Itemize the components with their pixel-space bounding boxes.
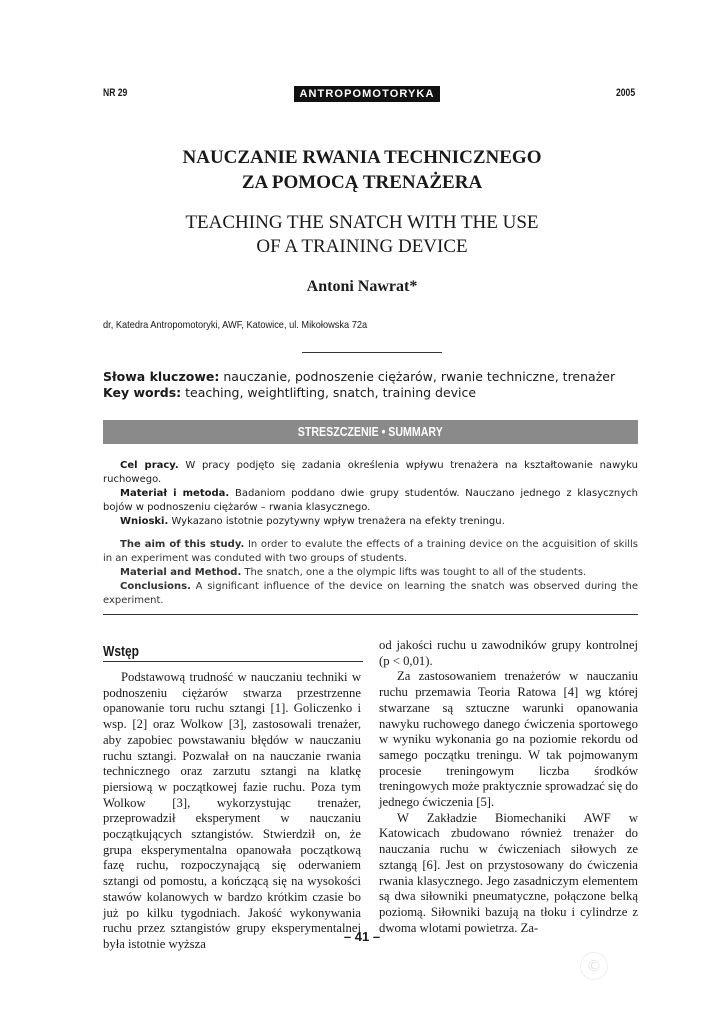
keywords-english-text: teaching, weightlifting, snatch, training device [181, 385, 477, 400]
abstract-polish-conclusions [103, 515, 638, 529]
body-column-left [103, 670, 361, 953]
title-english-line2: OF A TRAINING DEVICE [256, 236, 468, 257]
abstract-english-aim-label: The aim of this study. [120, 539, 245, 550]
body-paragraph: W Zakładzie Biomechaniki AWF w Katowicach zbudowano również trenażer do nauczania ruchu w ćwiczeniach siłowych ze sztangą [6]. Jest on przystosowany do ćwiczenia rwania klasycznego. Jego zasadniczym elementem są dwa siłowniki pneumatyczne, połączone belką poziomą. Siłowniki bazują na tłoku i cylindrze z dwoma wlotami powietrza. Za- [379, 810, 638, 935]
body-column-right [379, 638, 638, 936]
separator-rule [302, 352, 442, 353]
summary-heading-bar [103, 420, 638, 444]
abstract-english-conclusions-label: Conclusions. [120, 581, 191, 592]
page-number: – 41 – [343, 929, 381, 944]
issue-number: NR 29 [103, 87, 128, 99]
author-affiliation: dr, Katedra Antropomotoryki, AWF, Katowice, ul. Mikołowska 72a [103, 319, 368, 331]
keywords-polish [103, 369, 615, 384]
abstract-english-method-text: The snatch, one a the olympic lifts was tought to all of the students. [241, 567, 587, 578]
watermark-icon: © [580, 952, 608, 980]
abstract-polish-aim [103, 459, 638, 487]
keywords-polish-label: Słowa kluczowe: [103, 369, 220, 384]
abstract-polish-method [103, 487, 638, 515]
keywords-english [103, 385, 476, 400]
abstract-polish-aim-text: W pracy podjęto się zadania określenia wpływu trenażera na kształtowanie nawyku ruchowego. [103, 460, 638, 485]
body-paragraph: Za zastosowaniem trenażerów w nauczaniu ruchu przemawia Teoria Ratowa [4] wg której stwarzane są sztuczne warunki opanowania nawyku ruchowego danego ćwiczenia sportowego w wyniku wykonania go na poziomie rekordu od samego początku treningu. W tak pojmowanym procesie treningowym liczba środków treningowych może praktycznie sprowadzać się do jednego ćwiczenia [5]. [379, 669, 638, 810]
keywords-polish-text: nauczanie, podnoszenie ciężarów, rwanie techniczne, trenażer [219, 369, 616, 384]
section-heading-introduction: Wstęp [103, 643, 139, 660]
keywords-english-label: Key words: [103, 385, 182, 400]
section-heading-underline [103, 661, 363, 662]
abstract-english-conclusions [103, 580, 638, 608]
summary-heading-text: STRESZCZENIE • SUMMARY [297, 425, 444, 439]
publication-year: 2005 [616, 87, 636, 99]
abstract-polish-method-text: Badaniom poddano dwie grupy studentów. Nauczano jednego z klasycznych bojów w podnoszeniu ciężarów – rwania klasycznego. [103, 488, 638, 513]
abstract-bottom-rule [103, 614, 638, 615]
abstract-polish-aim-label: Cel pracy. [120, 460, 179, 471]
abstract-polish [103, 459, 638, 529]
abstract-polish-conclusions-label: Wnioski. [120, 516, 169, 527]
journal-name-badge: ANTROPOMOTORYKA [294, 86, 440, 102]
abstract-english-method [103, 566, 638, 580]
body-paragraph: od jakości ruchu u zawodników grupy kontrolnej (p < 0,01). [379, 638, 638, 668]
abstract-english-method-label: Material and Method. [120, 567, 242, 578]
abstract-english-aim-text: In order to evalute the effects of a training device on the acguisition of skills in an experiment was conduted with two groups of students. [103, 539, 639, 564]
abstract-english-aim [103, 538, 638, 566]
title-polish-line2: ZA POMOCĄ TRENAŻERA [241, 172, 483, 193]
abstract-english [103, 538, 638, 608]
abstract-english-conclusions-text: A significant influence of the device on learning the snatch was observed during the experiment. [103, 581, 638, 606]
title-english-line1: TEACHING THE SNATCH WITH THE USE [185, 212, 539, 233]
abstract-polish-method-label: Materiał i metoda. [120, 488, 230, 499]
title-polish-line1: NAUCZANIE RWANIA TECHNICZNEGO [182, 147, 542, 168]
abstract-polish-conclusions-text: Wykazano istotnie pozytywny wpływ trenażera na efekty treningu. [168, 516, 505, 527]
body-paragraph: Podstawową trudność w nauczaniu techniki w podnoszeniu ciężarów stwarza przestrzenne opanowanie toru ruchu sztangi [1]. Goliczenko i wsp. [2] oraz Wolkow [3], zastosowali trenażer, aby zapobiec powstawaniu błędów w nauczaniu ruchu sztangi. Pozwalał on na nauczanie rwania technicznego oraz zarzutu sztangi na klatkę piersiową w początkowej fazie ruchu. Poza tym Wolkow [3], wykorzystując trenażer, przeprowadził eksperyment w nauczaniu początkujących sztangistów. Stwierdził on, że grupa eksperymentalna opanowała początkową fazę ruchu, rozpoczynającą się oderwaniem sztangi od pomostu, a kończącą się na wysokości stawów kolanowych w bardzo krótkim czasie bo już po kilku tygodniach. Jakość wykonywania ruchu przez sztangistów grupy eksperymentalnej była istotnie wyższa [103, 670, 361, 951]
author-name: Antoni Nawrat* [306, 278, 418, 295]
